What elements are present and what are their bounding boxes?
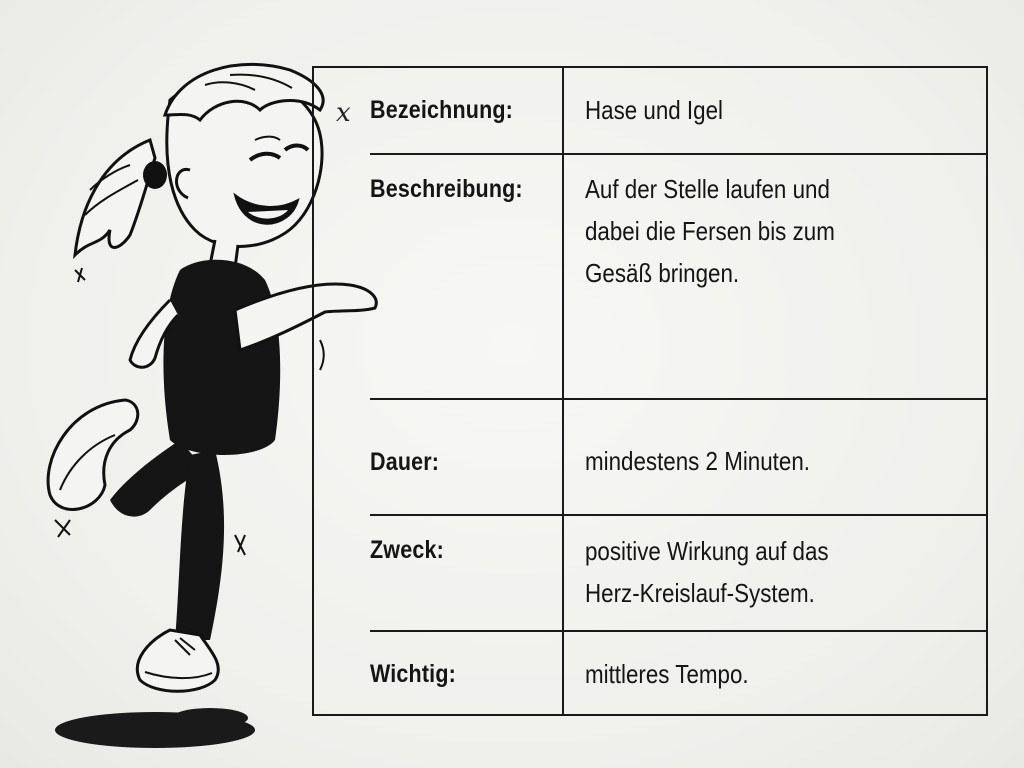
value-bezeichnung xyxy=(585,89,723,131)
value-line: mittleres Tempo. xyxy=(585,659,749,689)
value-line: Hase und Igel xyxy=(585,95,723,125)
value-wichtig xyxy=(585,653,749,695)
value-line: dabei die Fersen bis zum xyxy=(585,216,835,246)
cross-mark: x xyxy=(336,98,351,128)
value-line: Gesäß bringen. xyxy=(585,258,740,288)
row-separator xyxy=(370,514,988,516)
value-line: Auf der Stelle laufen und xyxy=(585,174,830,204)
label-zweck: Zweck: xyxy=(370,536,444,564)
label-wichtig: Wichtig: xyxy=(370,660,456,688)
column-divider xyxy=(562,66,564,716)
black-shirt xyxy=(163,260,280,455)
ponytail xyxy=(75,140,155,255)
value-dauer xyxy=(585,440,810,482)
label-bezeichnung: Bezeichnung: xyxy=(370,96,514,124)
value-line: Herz-Kreislauf-System. xyxy=(585,578,815,608)
row-separator xyxy=(370,630,988,632)
value-zweck xyxy=(585,530,829,614)
value-beschreibung xyxy=(585,168,835,294)
row-separator xyxy=(370,398,988,400)
value-line: positive Wirkung auf das xyxy=(585,536,829,566)
info-table-frame xyxy=(312,66,988,716)
label-beschreibung: Beschreibung: xyxy=(370,175,523,203)
label-dauer: Dauer: xyxy=(370,448,440,476)
value-line: mindestens 2 Minuten. xyxy=(585,446,810,476)
row-separator xyxy=(370,153,988,155)
